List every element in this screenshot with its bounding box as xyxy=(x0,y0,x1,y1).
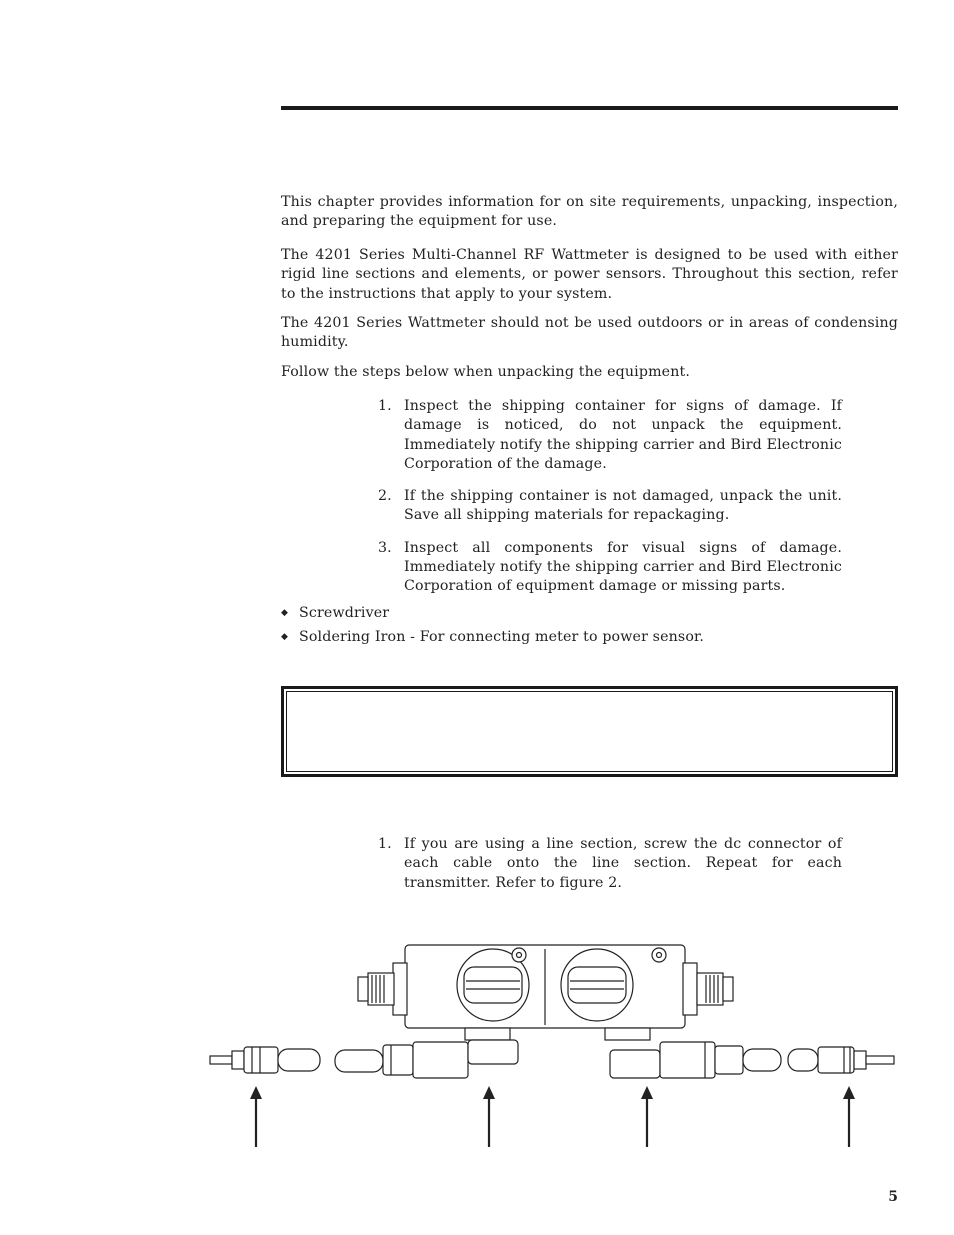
tool-text: Soldering Iron - For connecting meter to power sensor. xyxy=(299,629,705,646)
cable-connector-left xyxy=(210,1047,320,1073)
note-box xyxy=(281,686,898,777)
tool-text: Screwdriver xyxy=(299,605,390,621)
unpacking-steps-list xyxy=(378,397,842,597)
tool-item xyxy=(281,628,898,647)
step-number: 2. xyxy=(378,488,392,505)
callout-arrows xyxy=(250,1086,855,1147)
unpacking-step xyxy=(378,397,842,474)
step-text: If you are using a line section, screw the dc connector of each cable onto the line section. Repeat for each transmitter. Refer to figure 2. xyxy=(404,836,842,891)
step-number: 1. xyxy=(378,836,392,852)
wattmeter-description-paragraph: The 4201 Series Multi-Channel RF Wattmeter is designed to be used with either rigid line sections and elements, or power sensors. Throughout this section, refer to the instructions that apply to your system. xyxy=(281,247,898,302)
installation-steps-list xyxy=(378,835,842,893)
tools-list xyxy=(281,604,898,648)
step-text: Inspect the shipping container for signs of damage. If damage is noticed, do not unpack the equipment. Immediately notify the shipping carrier and Bird Electronic Corporation of the damage. xyxy=(404,398,842,472)
page-number: 5 xyxy=(888,1189,898,1205)
diamond-bullet-icon: ◆ xyxy=(281,632,289,643)
tool-item xyxy=(281,604,898,623)
line-section-cable-figure xyxy=(200,935,900,1155)
diamond-bullet-icon: ◆ xyxy=(281,608,289,618)
step-number: 3. xyxy=(378,539,392,556)
cable-connector-right xyxy=(788,1047,894,1073)
chapter-header-rule xyxy=(281,106,898,110)
unpacking-step xyxy=(378,487,842,526)
note-box-inner-border xyxy=(286,691,893,772)
unpacking-intro-paragraph: Follow the steps below when unpacking the equipment. xyxy=(281,364,691,380)
step-text: If the shipping container is not damaged, unpack the unit. Save all shipping materials for repackaging. xyxy=(404,488,842,524)
cable-connector-center-right xyxy=(610,1042,781,1078)
installation-step xyxy=(378,835,842,893)
line-section-illustration xyxy=(358,945,733,1040)
intro-paragraph: This chapter provides information for on site requirements, unpacking, inspection, and preparing the equipment for use. xyxy=(281,194,898,230)
environment-paragraph: The 4201 Series Wattmeter should not be used outdoors or in areas of condensing humidity. xyxy=(281,315,898,351)
step-number: 1. xyxy=(378,398,392,414)
cable-connector-center-left xyxy=(335,1040,518,1078)
unpacking-step xyxy=(378,539,842,597)
step-text: Inspect all components for visual signs of damage. Immediately notify the shipping carrier and Bird Electronic Corporation of equipment damage or missing parts. xyxy=(404,539,842,595)
